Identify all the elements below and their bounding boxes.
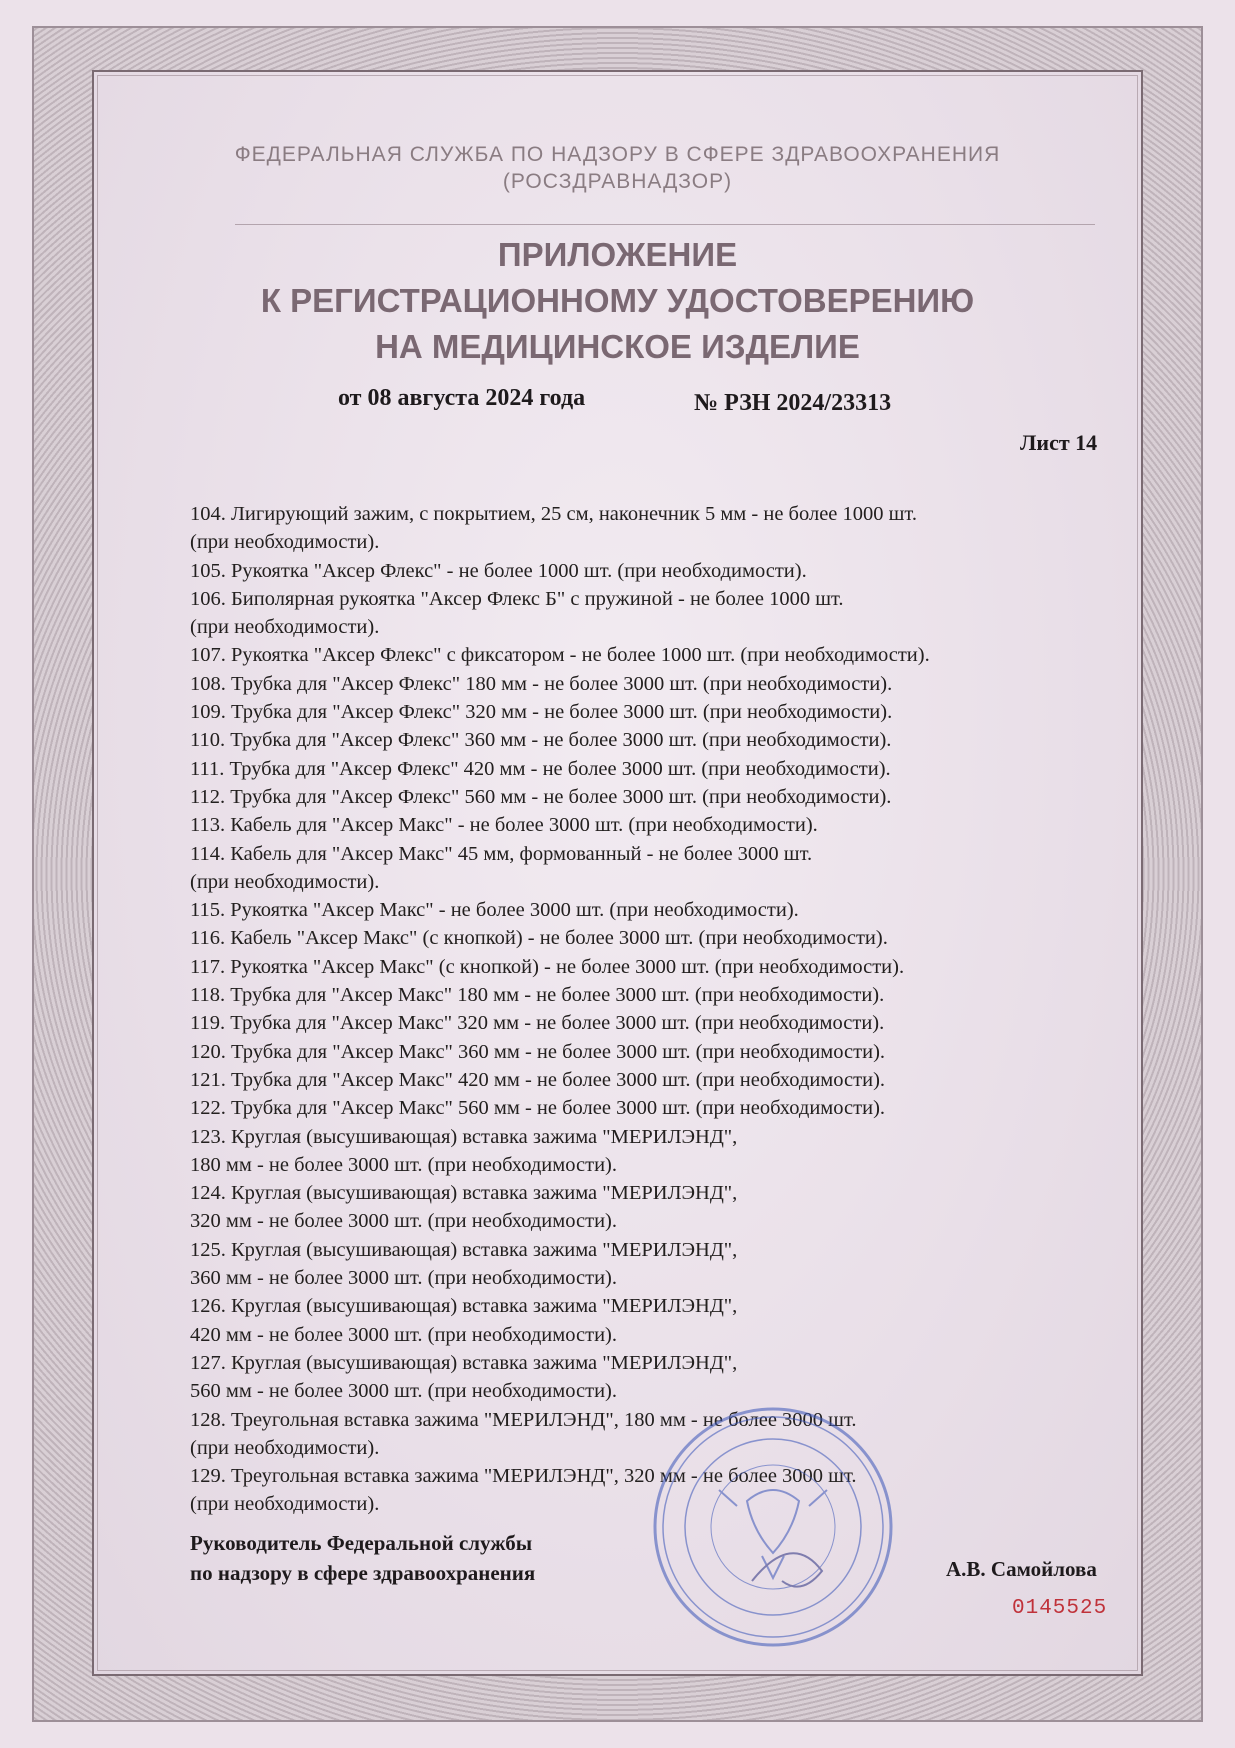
list-item: 114. Кабель для "Аксер Макс" 45 мм, формованный - не более 3000 шт. — [190, 842, 813, 865]
registration-number: № РЗН 2024/23313 — [694, 390, 892, 416]
list-item: 124. Круглая (высушивающая) вставка зажима "МЕРИЛЭНД", — [190, 1182, 738, 1205]
list-item: (при необходимости). — [190, 531, 380, 554]
list-item: 120. Трубка для "Аксер Макс" 360 мм - не более 3000 шт. (при необходимости). — [190, 1040, 886, 1063]
list-item: 122. Трубка для "Аксер Макс" 560 мм - не более 3000 шт. (при необходимости). — [190, 1097, 886, 1120]
document-title — [92, 232, 1143, 370]
list-item: 108. Трубка для "Аксер Флекс" 180 мм - не более 3000 шт. (при необходимости). — [190, 672, 893, 695]
list-item: 129. Треугольная вставка зажима "МЕРИЛЭНД", 320 мм - не более 3000 шт. — [190, 1465, 857, 1488]
header-divider — [235, 224, 1095, 225]
list-item: 420 мм - не более 3000 шт. (при необходимости). — [190, 1323, 617, 1346]
list-item: 360 мм - не более 3000 шт. (при необходимости). — [190, 1267, 617, 1290]
item-list — [190, 500, 1140, 1519]
sheet-number: Лист 14 — [1020, 430, 1098, 455]
title-line-2: К РЕГИСТРАЦИОННОМУ УДОСТОВЕРЕНИЮ — [260, 282, 975, 319]
list-item: (при необходимости). — [190, 616, 380, 639]
signer-position — [190, 1528, 535, 1588]
signer-position-line-2: по надзору в сфере здравоохранения — [190, 1561, 536, 1585]
signer-position-line-1: Руководитель Федеральной службы — [190, 1531, 533, 1555]
list-item: 128. Треугольная вставка зажима "МЕРИЛЭНД", 180 мм - не более 3000 шт. — [190, 1408, 857, 1431]
serial-number: 0145525 — [1012, 1597, 1108, 1620]
title-line-3: НА МЕДИЦИНСКОЕ ИЗДЕЛИЕ — [375, 328, 860, 365]
agency-header — [92, 141, 1143, 195]
list-item: 127. Круглая (высушивающая) вставка зажима "МЕРИЛЭНД", — [190, 1351, 738, 1374]
list-item: 320 мм - не более 3000 шт. (при необходимости). — [190, 1210, 617, 1233]
list-item: (при необходимости). — [190, 870, 380, 893]
list-item: 123. Круглая (высушивающая) вставка зажима "МЕРИЛЭНД", — [190, 1125, 738, 1148]
list-item: 119. Трубка для "Аксер Макс" 320 мм - не более 3000 шт. (при необходимости). — [190, 1012, 885, 1035]
agency-abbrev: (РОСЗДРАВНАДЗОР) — [502, 170, 733, 193]
agency-name: ФЕДЕРАЛЬНАЯ СЛУЖБА ПО НАДЗОРУ В СФЕРЕ ЗДРАВООХРАНЕНИЯ — [234, 143, 1001, 166]
list-item: 121. Трубка для "Аксер Макс" 420 мм - не более 3000 шт. (при необходимости). — [190, 1068, 886, 1091]
list-item: 111. Трубка для "Аксер Флекс" 420 мм - не более 3000 шт. (при необходимости). — [190, 757, 891, 780]
list-item: 112. Трубка для "Аксер Флекс" 560 мм - не более 3000 шт. (при необходимости). — [190, 785, 892, 808]
list-item: 118. Трубка для "Аксер Макс" 180 мм - не более 3000 шт. (при необходимости). — [190, 984, 885, 1007]
title-line-1: ПРИЛОЖЕНИЕ — [497, 236, 738, 273]
list-item: 109. Трубка для "Аксер Флекс" 320 мм - не более 3000 шт. (при необходимости). — [190, 701, 893, 724]
list-item: (при необходимости). — [190, 1493, 380, 1516]
list-item: 115. Рукоятка "Аксер Макс" - не более 3000 шт. (при необходимости). — [190, 899, 799, 922]
registration-date: от 08 августа 2024 года — [338, 385, 586, 411]
list-item: 180 мм - не более 3000 шт. (при необходимости). — [190, 1153, 617, 1176]
list-item: 126. Круглая (высушивающая) вставка зажима "МЕРИЛЭНД", — [190, 1295, 738, 1318]
list-item: 107. Рукоятка "Аксер Флекс" с фиксатором - не более 1000 шт. (при необходимости). — [190, 644, 930, 667]
list-item: 113. Кабель для "Аксер Макс" - не более 3000 шт. (при необходимости). — [190, 814, 818, 837]
list-item: 116. Кабель "Аксер Макс" (с кнопкой) - не более 3000 шт. (при необходимости). — [190, 927, 888, 950]
list-item: 110. Трубка для "Аксер Флекс" 360 мм - не более 3000 шт. (при необходимости). — [190, 729, 892, 752]
list-item: 117. Рукоятка "Аксер Макс" (с кнопкой) - не более 3000 шт. (при необходимости). — [190, 955, 905, 978]
signer-name: А.В. Самойлова — [946, 1557, 1097, 1581]
list-item: 104. Лигирующий зажим, с покрытием, 25 см, наконечник 5 мм - не более 1000 шт. — [190, 503, 917, 525]
list-item: 105. Рукоятка "Аксер Флекс" - не более 1000 шт. (при необходимости). — [190, 559, 807, 582]
list-item: 560 мм - не более 3000 шт. (при необходимости). — [190, 1380, 617, 1403]
list-item: 106. Биполярная рукоятка "Аксер Флекс Б" с пружиной - не более 1000 шт. — [190, 587, 844, 610]
list-item: (при необходимости). — [190, 1436, 380, 1459]
official-seal-icon — [652, 1406, 894, 1648]
list-item: 125. Круглая (высушивающая) вставка зажима "МЕРИЛЭНД", — [190, 1238, 738, 1261]
